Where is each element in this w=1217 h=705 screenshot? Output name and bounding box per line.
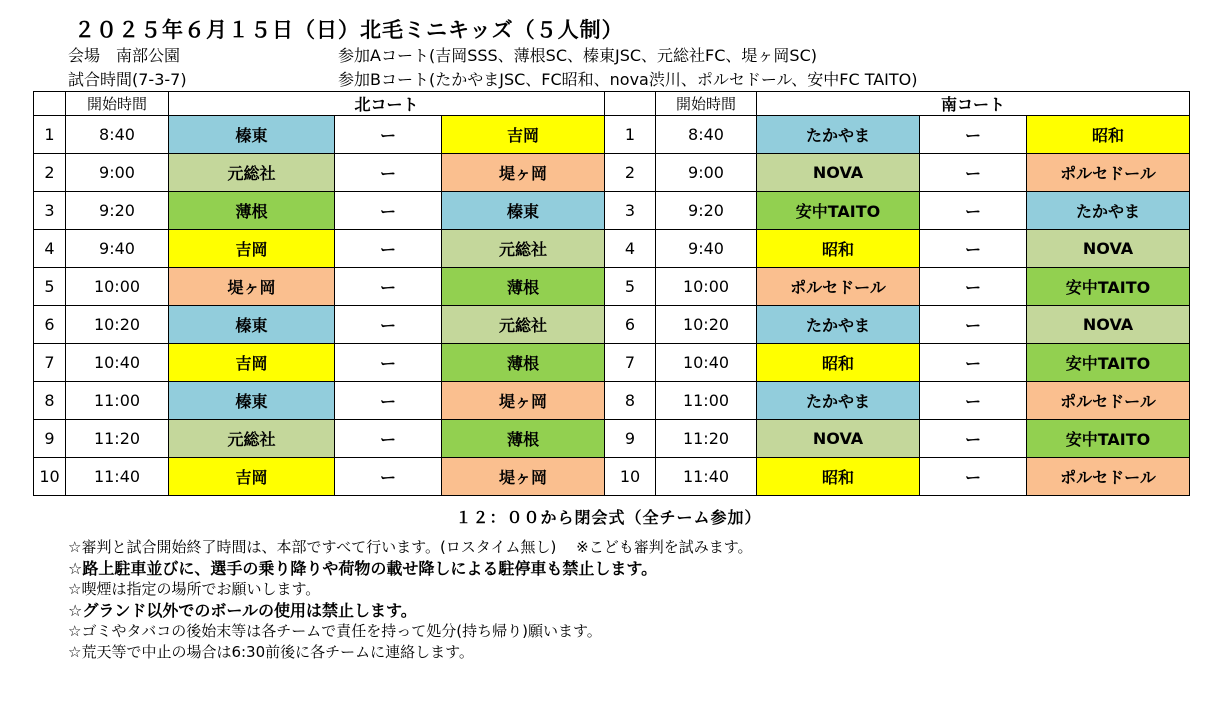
venue-text: 会場 南部公園: [68, 46, 181, 65]
south-court-header: 南コート: [757, 92, 1190, 116]
south-home-team: 昭和: [757, 344, 920, 382]
versus-dash: ー: [920, 306, 1027, 344]
north-home-team: 吉岡: [169, 230, 335, 268]
south-home-team: NOVA: [757, 154, 920, 192]
north-away-team: 榛東: [442, 192, 605, 230]
north-away-team: 薄根: [442, 420, 605, 458]
north-court-header: 北コート: [169, 92, 605, 116]
match-number-south: 2: [605, 154, 656, 192]
match-time: 11:20: [66, 420, 169, 458]
versus-dash: ー: [335, 420, 442, 458]
versus-dash: ー: [920, 382, 1027, 420]
north-away-team: 堤ヶ岡: [442, 458, 605, 496]
table-row: [34, 116, 1190, 154]
note-item: ☆荒天等で中止の場合は6:30前後に各チームに連絡します。: [68, 643, 474, 661]
versus-dash: ー: [335, 116, 442, 154]
south-away-team: 安中TAITO: [1027, 420, 1190, 458]
closing-ceremony-note: １２：００から閉会式（全チーム参加）: [455, 508, 762, 527]
match-time: 9:00: [66, 154, 169, 192]
match-time-south: 9:00: [656, 154, 757, 192]
south-home-team: 昭和: [757, 458, 920, 496]
table-row: [34, 306, 1190, 344]
south-home-team: たかやま: [757, 306, 920, 344]
match-time: 8:40: [66, 116, 169, 154]
versus-dash: ー: [335, 382, 442, 420]
south-away-team: NOVA: [1027, 306, 1190, 344]
table-row: [34, 420, 1190, 458]
match-number: 4: [34, 230, 66, 268]
north-away-team: 堤ヶ岡: [442, 382, 605, 420]
table-row: [34, 154, 1190, 192]
match-time: 10:00: [66, 268, 169, 306]
south-away-team: 昭和: [1027, 116, 1190, 154]
south-home-team: たかやま: [757, 116, 920, 154]
south-away-team: ポルセドール: [1027, 382, 1190, 420]
south-away-team: 安中TAITO: [1027, 268, 1190, 306]
north-home-team: 薄根: [169, 192, 335, 230]
versus-dash: ー: [920, 230, 1027, 268]
table-row: [34, 344, 1190, 382]
versus-dash: ー: [920, 268, 1027, 306]
match-time: 11:40: [66, 458, 169, 496]
south-home-team: 昭和: [757, 230, 920, 268]
match-number-south: 10: [605, 458, 656, 496]
south-home-team: NOVA: [757, 420, 920, 458]
match-time-south: 11:00: [656, 382, 757, 420]
north-away-team: 薄根: [442, 268, 605, 306]
match-time: 11:00: [66, 382, 169, 420]
south-away-team: ポルセドール: [1027, 154, 1190, 192]
north-away-team: 元総社: [442, 230, 605, 268]
match-number-south: 1: [605, 116, 656, 154]
south-home-team: たかやま: [757, 382, 920, 420]
north-away-team: 吉岡: [442, 116, 605, 154]
north-home-team: 榛東: [169, 116, 335, 154]
versus-dash: ー: [335, 458, 442, 496]
match-time-south: 11:20: [656, 420, 757, 458]
match-number-south: 5: [605, 268, 656, 306]
versus-dash: ー: [920, 192, 1027, 230]
match-time-south: 10:20: [656, 306, 757, 344]
match-time-south: 8:40: [656, 116, 757, 154]
match-number: 1: [34, 116, 66, 154]
north-home-team: 榛東: [169, 306, 335, 344]
match-number-south: 8: [605, 382, 656, 420]
match-number: 6: [34, 306, 66, 344]
versus-dash: ー: [920, 344, 1027, 382]
versus-dash: ー: [920, 420, 1027, 458]
versus-dash: ー: [920, 458, 1027, 496]
versus-dash: ー: [920, 116, 1027, 154]
match-number-south: 7: [605, 344, 656, 382]
match-time-south: 11:40: [656, 458, 757, 496]
versus-dash: ー: [920, 154, 1027, 192]
match-number: 3: [34, 192, 66, 230]
court-b-participants: 参加Bコート(たかやまJSC、FC昭和、nova渋川、ポルセドール、安中FC TAITO): [338, 70, 918, 89]
note-item: ☆ゴミやタバコの後始末等は各チームで責任を持って処分(持ち帰り)願います。: [68, 622, 602, 640]
match-time: 10:20: [66, 306, 169, 344]
south-home-team: 安中TAITO: [757, 192, 920, 230]
notes-list: [68, 537, 753, 663]
match-number: 7: [34, 344, 66, 382]
north-home-team: 堤ヶ岡: [169, 268, 335, 306]
match-time-south: 10:40: [656, 344, 757, 382]
table-row: [34, 382, 1190, 420]
court-a-participants: 参加Aコート(吉岡SSS、薄根SC、榛東JSC、元総社FC、堤ヶ岡SC): [338, 46, 817, 65]
match-number-south: 3: [605, 192, 656, 230]
match-time: 10:40: [66, 344, 169, 382]
table-row: [34, 458, 1190, 496]
match-time: 9:20: [66, 192, 169, 230]
match-number: 9: [34, 420, 66, 458]
match-number-south: 4: [605, 230, 656, 268]
start-time-header: 開始時間: [66, 92, 169, 116]
match-number: 8: [34, 382, 66, 420]
match-number: 10: [34, 458, 66, 496]
note-item: ☆審判と試合開始終了時間は、本部ですべて行います。(ロスタイム無し) ※こども審判を試みます。: [68, 538, 753, 556]
match-number-south: 6: [605, 306, 656, 344]
north-away-team: 薄根: [442, 344, 605, 382]
match-number: 2: [34, 154, 66, 192]
note-item: ☆グランド以外でのボールの使用は禁止します。: [68, 601, 417, 620]
south-away-team: たかやま: [1027, 192, 1190, 230]
match-time-south: 9:40: [656, 230, 757, 268]
versus-dash: ー: [335, 230, 442, 268]
start-time-header-south: 開始時間: [656, 92, 757, 116]
north-home-team: 吉岡: [169, 458, 335, 496]
south-away-team: NOVA: [1027, 230, 1190, 268]
match-number: 5: [34, 268, 66, 306]
table-header-row: [34, 92, 1190, 116]
north-home-team: 榛東: [169, 382, 335, 420]
table-row: [34, 192, 1190, 230]
match-time-text: 試合時間(7-3-7): [68, 70, 187, 89]
table-row: [34, 230, 1190, 268]
schedule-table: [33, 91, 1190, 496]
match-time: 9:40: [66, 230, 169, 268]
versus-dash: ー: [335, 268, 442, 306]
note-item: ☆路上駐車並びに、選手の乗り降りや荷物の載せ降しによる駐停車も禁止します。: [68, 559, 658, 578]
north-home-team: 元総社: [169, 154, 335, 192]
north-home-team: 吉岡: [169, 344, 335, 382]
north-away-team: 堤ヶ岡: [442, 154, 605, 192]
north-home-team: 元総社: [169, 420, 335, 458]
page-title: ２０２５年６月１５日（日）北毛ミニキッズ（５人制）: [74, 18, 624, 42]
match-number-south: 9: [605, 420, 656, 458]
south-home-team: ポルセドール: [757, 268, 920, 306]
north-away-team: 元総社: [442, 306, 605, 344]
versus-dash: ー: [335, 344, 442, 382]
versus-dash: ー: [335, 306, 442, 344]
table-row: [34, 268, 1190, 306]
versus-dash: ー: [335, 154, 442, 192]
note-item: ☆喫煙は指定の場所でお願いします。: [68, 580, 321, 598]
versus-dash: ー: [335, 192, 442, 230]
south-away-team: 安中TAITO: [1027, 344, 1190, 382]
match-time-south: 10:00: [656, 268, 757, 306]
south-away-team: ポルセドール: [1027, 458, 1190, 496]
match-time-south: 9:20: [656, 192, 757, 230]
